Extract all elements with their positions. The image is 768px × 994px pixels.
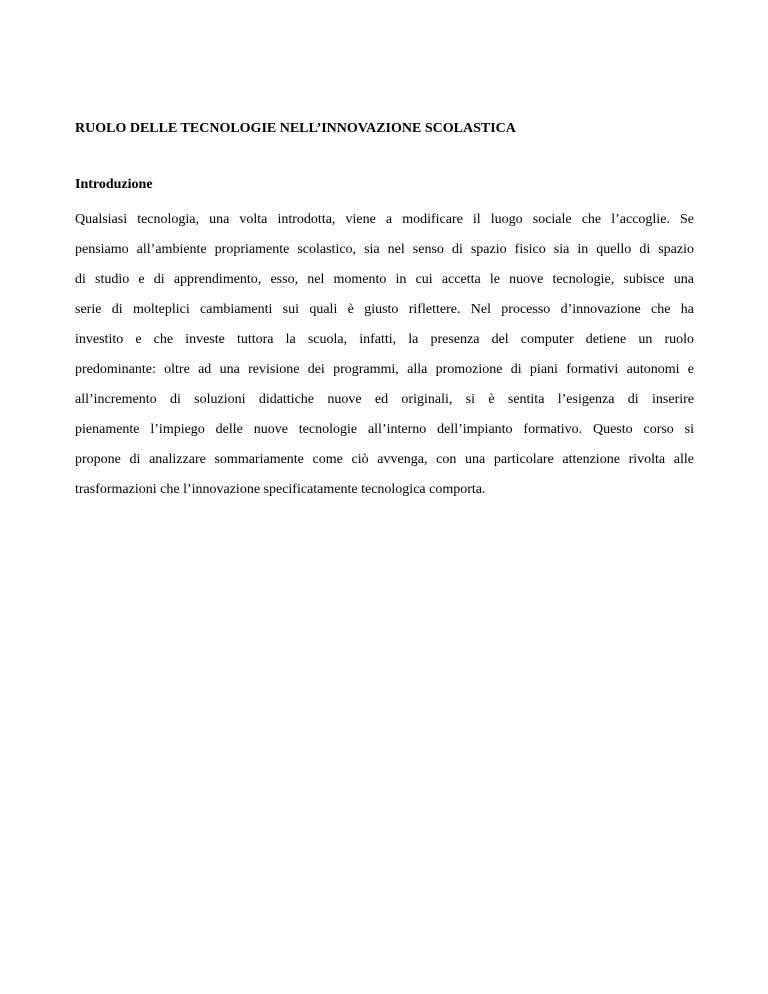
paragraph-line: all’incremento di soluzioni didattiche nuove ed originali, si è sentita l’esigenza di inserire [75,392,694,407]
paragraph-line: predominante: oltre ad una revisione dei programmi, alla promozione di piani formativi autonomi e [75,362,694,377]
paragraph-line: pienamente l’impiego delle nuove tecnologie all’interno dell’impianto formativo. Questo corso si [75,422,694,437]
paragraph-line: propone di analizzare sommariamente come ciò avvenga, con una particolare attenzione rivolta alle [75,452,694,467]
document-title: RUOLO DELLE TECNOLOGIE NELL’INNOVAZIONE SCOLASTICA [75,121,516,136]
paragraph-line: Qualsiasi tecnologia, una volta introdotta, viene a modificare il luogo sociale che l’accoglie. Se [75,212,694,227]
paragraph-line: trasformazioni che l’innovazione specificatamente tecnologica comporta. [75,482,486,497]
paragraph-line: investito e che investe tuttora la scuola, infatti, la presenza del computer detiene un ruolo [75,332,694,347]
paragraph-line: pensiamo all’ambiente propriamente scolastico, sia nel senso di spazio fisico sia in quello di spazio [75,242,694,257]
body-paragraph [75,205,694,505]
section-heading: Introduzione [75,177,153,192]
paragraph-line: di studio e di apprendimento, esso, nel momento in cui accetta le nuove tecnologie, subisce una [75,272,694,287]
paragraph-line: serie di molteplici cambiamenti sui quali è giusto riflettere. Nel processo d’innovazione che ha [75,302,694,317]
